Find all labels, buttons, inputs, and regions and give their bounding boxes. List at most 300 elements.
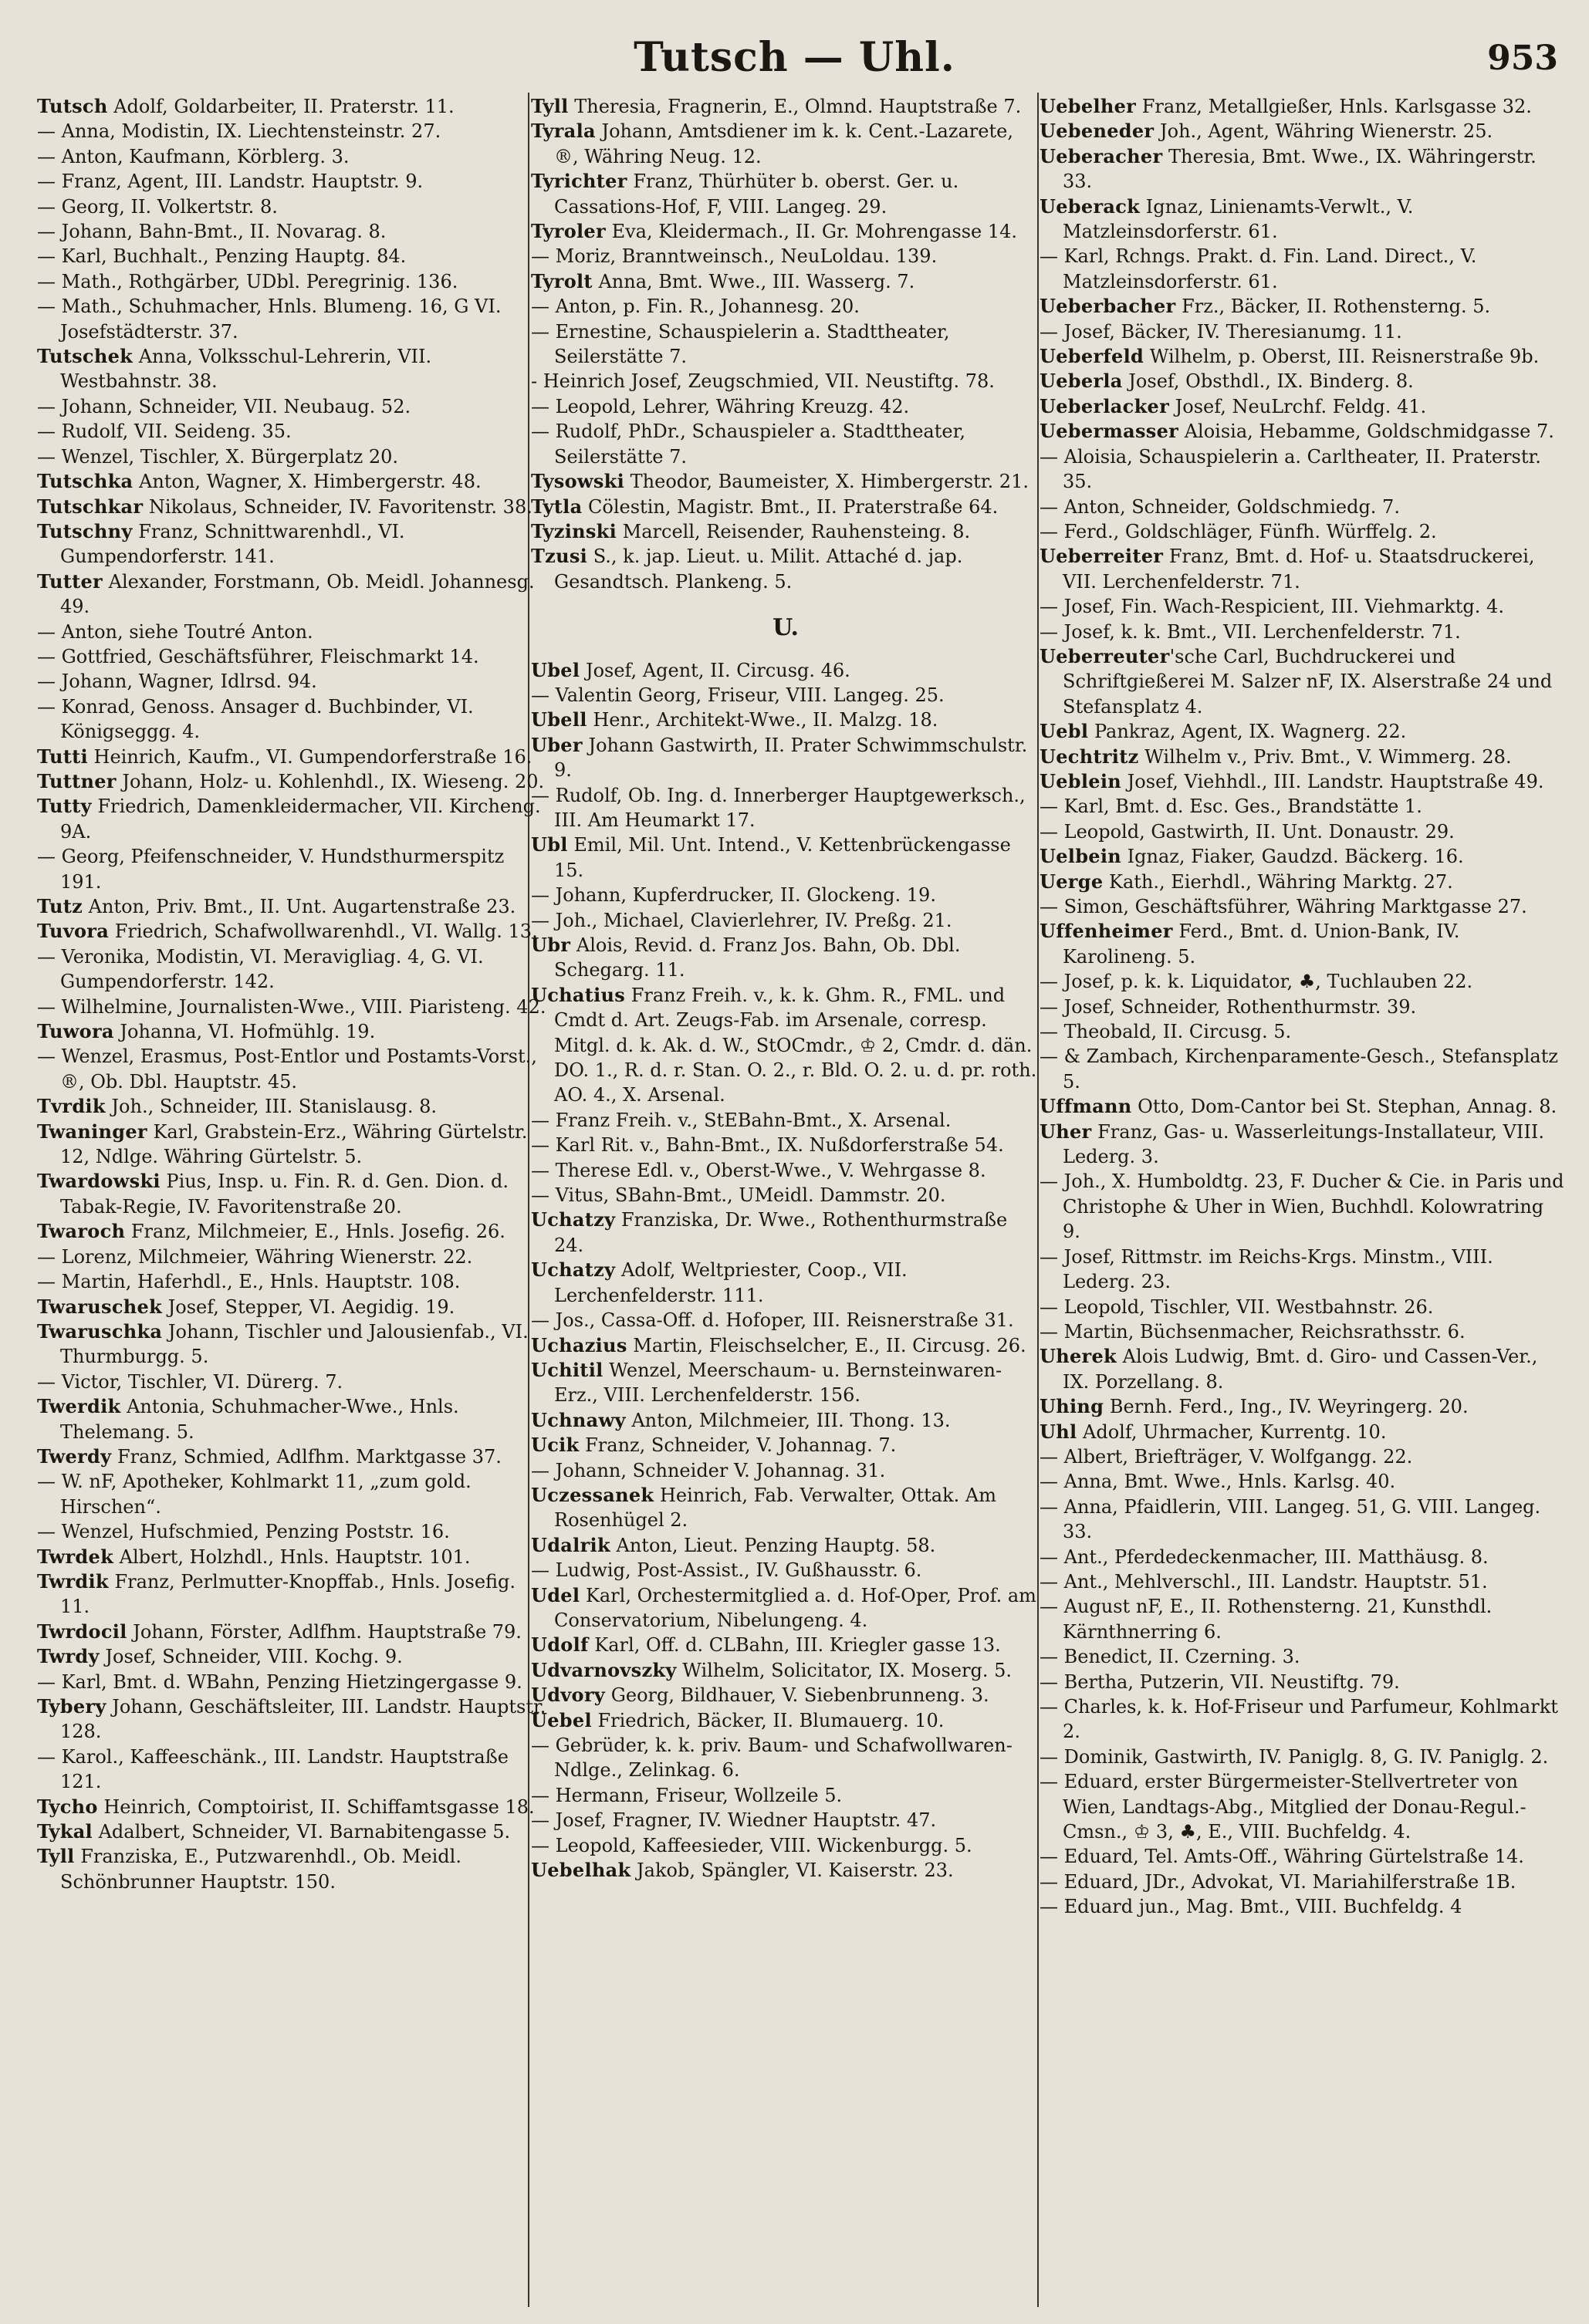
entry-details: Anton, Priv. Bmt., II. Unt. Augartenstraße 23. — [83, 896, 516, 917]
directory-entry — [531, 733, 1040, 783]
entry-surname: Tyrala — [531, 120, 596, 143]
entry-surname: Ueberreuter — [1040, 644, 1170, 667]
entry-details: Anton, Wagner, X. Himbergerstr. 48. — [133, 471, 482, 493]
directory-entry — [1040, 819, 1564, 844]
entry-surname: Twaruschka — [37, 1319, 163, 1343]
entry-details: Heinrich, Fab. Verwalter, Ottak. Am Rosenhügel 2. — [554, 1484, 996, 1532]
entry-surname: Tyll — [37, 1845, 75, 1868]
entry-details: Bernh. Ferd., Ing., IV. Weyringerg. 20. — [1104, 1396, 1469, 1418]
entry-surname: Ueberfeld — [1040, 345, 1144, 368]
entry-surname: Tutty — [37, 795, 92, 818]
directory-entry — [531, 658, 1040, 683]
entry-surname: Ueberlacker — [1040, 394, 1170, 417]
entry-surname: Uchatius — [531, 983, 626, 1006]
directory-entry — [531, 1658, 1040, 1683]
entry-details: Theodor, Baumeister, X. Himbergerstr. 21. — [624, 471, 1029, 493]
directory-entry — [1040, 719, 1564, 744]
entry-details: — Anna, Bmt. Wwe., Hnls. Karlsg. 40. — [1040, 1471, 1396, 1493]
directory-entry — [1040, 745, 1564, 769]
entry-details: Heinrich, Comptoirist, II. Schiffamtsgasse 18. — [97, 1795, 535, 1818]
entry-surname: Tutter — [37, 569, 103, 593]
entry-surname: Udvory — [531, 1684, 606, 1707]
entry-details: Emil, Mil. Unt. Intend., V. Kettenbrückengasse 15. — [554, 834, 1011, 881]
directory-entry — [37, 894, 546, 919]
directory-entry — [1040, 1844, 1564, 1869]
directory-entry — [531, 1583, 1040, 1633]
entry-details: — Hermann, Friseur, Wollzeile 5. — [531, 1784, 843, 1806]
entry-surname: Tyrichter — [531, 170, 627, 193]
entry-details: — Theobald, II. Circusg. 5. — [1040, 1021, 1292, 1043]
directory-entry — [531, 1108, 1040, 1133]
directory-entry — [37, 94, 546, 119]
entry-surname: Twerdy — [37, 1444, 112, 1468]
directory-entry — [1040, 1469, 1564, 1494]
entry-details: — Joh., Michael, Clavierlehrer, IV. Preßg. 21. — [531, 909, 952, 931]
directory-entry — [531, 1708, 1040, 1733]
entry-surname: Uebelhak — [531, 1859, 631, 1882]
directory-entry — [531, 883, 1040, 907]
entry-details: — Aloisia, Schauspielerin a. Carltheater, II. Praterstr. 35. — [1040, 445, 1541, 493]
entry-details: Heinrich, Kaufm., VI. Gumpendorferstraße 16. — [87, 745, 532, 768]
entry-details: Ignaz, Fiaker, Gaudzd. Bäckerg. 16. — [1121, 846, 1464, 868]
directory-entry — [37, 1370, 546, 1394]
entry-surname: Udel — [531, 1583, 580, 1606]
directory-entry — [531, 983, 1040, 1108]
entry-details: Adolf, Goldarbeiter, II. Praterstr. 11. — [107, 96, 455, 117]
entry-details: Wenzel, Meerschaum- u. Bernsteinwaren-Erz., VIII. Lerchenfelderstr. 156. — [554, 1359, 1002, 1407]
entry-details: Johann, Geschäftsleiter, III. Landstr. Hauptstr. 128. — [60, 1696, 546, 1743]
entry-details: — Johann, Bahn-Bmt., II. Novarag. 8. — [37, 221, 387, 243]
directory-entry — [1040, 369, 1564, 394]
directory-entry — [531, 94, 1040, 119]
entry-details: Ignaz, Linienamts-Verwlt., V. Matzleinsdorferstr. 61. — [1063, 195, 1414, 243]
directory-entry — [37, 1819, 546, 1844]
entry-details: — Josef, Fragner, IV. Wiedner Hauptstr. 47. — [531, 1809, 937, 1832]
entry-surname: Ubr — [531, 934, 571, 956]
entry-details: — Lorenz, Milchmeier, Währing Wienerstr. 22. — [37, 1245, 473, 1268]
entry-surname: Tutschkar — [37, 495, 144, 518]
entry-surname: Tutschny — [37, 519, 133, 542]
entry-details: — Ferd., Goldschläger, Fünfh. Würffelg. 2. — [1040, 520, 1437, 542]
directory-entry — [1040, 1594, 1564, 1644]
directory-entry — [37, 1844, 546, 1894]
directory-entry — [1040, 94, 1564, 119]
entry-details: Pius, Insp. u. Fin. R. d. Gen. Dion. d. Tabak-Regie, IV. Favoritenstraße 20. — [60, 1170, 509, 1218]
directory-entry — [37, 294, 546, 344]
directory-entry — [531, 1683, 1040, 1708]
entry-details: Anton, Lieut. Penzing Hauptg. 58. — [610, 1534, 936, 1556]
entry-details: Josef, Agent, II. Circusg. 46. — [580, 659, 850, 681]
entry-surname: Tybery — [37, 1695, 106, 1718]
column-3 — [1040, 94, 1564, 1920]
entry-details: Franz, Schnittwarenhdl., VI. Gumpendorferstr. 141. — [60, 520, 405, 568]
entry-surname: Ueberack — [1040, 194, 1141, 218]
directory-entry — [1040, 1644, 1564, 1669]
directory-entry — [37, 620, 546, 644]
entry-details: Karl, Grabstein-Erz., Währing Gürtelstr. 12, Ndlge. Währing Gürtelstr. 5. — [60, 1120, 528, 1168]
entry-details: — W. nF, Apotheker, Kohlmarkt 11, „zum gold. Hirschen“. — [37, 1471, 472, 1518]
entry-details: — Johann, Schneider, VII. Neubaug. 52. — [37, 395, 411, 417]
entry-surname: Ueberreiter — [1040, 545, 1164, 568]
entry-surname: Uchitil — [531, 1358, 603, 1381]
entry-details: Franziska, Dr. Wwe., Rothenthurmstraße 24. — [554, 1209, 1008, 1256]
directory-entry — [1040, 1870, 1564, 1894]
column-1 — [37, 94, 546, 1894]
directory-entry — [1040, 794, 1564, 819]
entry-details: Adalbert, Schneider, VI. Barnabitengasse 5. — [92, 1821, 511, 1843]
entry-details: — Eduard, Tel. Amts-Off., Währing Gürtelstraße 14. — [1040, 1846, 1524, 1868]
directory-entry — [37, 519, 546, 569]
entry-details: Martin, Fleischselcher, E., II. Circusg. 26. — [627, 1334, 1026, 1356]
directory-entry — [1040, 144, 1564, 194]
entry-details: — Johann, Schneider V. Johannag. 31. — [531, 1459, 886, 1481]
entry-surname: Uczessanek — [531, 1483, 654, 1506]
entry-surname: Tzusi — [531, 545, 588, 568]
entry-details: — Karl, Bmt. d. WBahn, Penzing Hietzingergasse 9. — [37, 1670, 522, 1693]
entry-details: — Rudolf, VII. Seideng. 35. — [37, 421, 292, 443]
entry-details: Franz, Bmt. d. Hof- u. Staatsdruckerei, VII. Lerchenfelderstr. 71. — [1063, 546, 1535, 593]
entry-surname: Tyrolt — [531, 269, 593, 292]
entry-surname: Tuvora — [37, 920, 110, 943]
directory-entry — [37, 394, 546, 419]
directory-entry — [1040, 1545, 1564, 1569]
entry-details: Joh., Schneider, III. Stanislausg. 8. — [105, 1096, 437, 1118]
entry-details: Frz., Bäcker, II. Rothensterng. 5. — [1175, 296, 1491, 318]
entry-details: Marcell, Reisender, Rauhensteing. 8. — [617, 520, 971, 542]
entry-details: Johann, Tischler und Jalousienfab., VI. Thurmburgg. 5. — [60, 1320, 529, 1368]
directory-entry — [37, 1795, 546, 1819]
entry-details: — Anna, Pfaidlerin, VIII. Langeg. 51, G. VIII. Langeg. 33. — [1040, 1495, 1541, 1543]
entry-details: — Konrad, Genoss. Ansager d. Buchbinder, VI. Königseggg. 4. — [37, 695, 474, 743]
entry-surname: Twaroch — [37, 1220, 126, 1243]
directory-entry — [37, 1044, 546, 1094]
entry-details: — Josef, Fin. Wach-Respicient, III. Viehmarktg. 4. — [1040, 596, 1504, 618]
entry-details: Franz, Gas- u. Wasserleitungs-Installateur, VIII. Lederg. 3. — [1063, 1120, 1544, 1168]
entry-details: — Johann, Wagner, Idlrsd. 94. — [37, 671, 317, 693]
directory-entry — [37, 944, 546, 995]
entry-details: — Anton, Kaufmann, Körblerg. 3. — [37, 145, 350, 167]
directory-entry — [1040, 419, 1564, 444]
entry-details: Friedrich, Schafwollwarenhdl., VI. Wallg. 13. — [109, 920, 538, 943]
entry-details: — Wenzel, Hufschmied, Penzing Poststr. 16. — [37, 1521, 450, 1543]
page-number: 953 — [1487, 39, 1558, 78]
entry-surname: Ueberla — [1040, 370, 1123, 393]
entry-details: Nikolaus, Schneider, IV. Favoritenstr. 38. — [143, 495, 532, 518]
directory-entry — [1040, 1295, 1564, 1319]
directory-entry — [1040, 1444, 1564, 1469]
entry-details: — Martin, Haferhdl., E., Hnls. Hauptstr. 108. — [37, 1271, 461, 1293]
directory-entry — [1040, 1094, 1564, 1119]
directory-entry — [37, 1569, 546, 1620]
directory-entry — [531, 219, 1040, 244]
entry-details: Franz, Milchmeier, E., Hnls. Josefig. 26. — [125, 1221, 505, 1243]
directory-entry — [1040, 444, 1564, 495]
directory-entry — [37, 1295, 546, 1319]
directory-entry — [531, 1133, 1040, 1157]
directory-entry — [531, 908, 1040, 933]
directory-entry — [1040, 644, 1564, 719]
entry-details: — Karol., Kaffeeschänk., III. Landstr. Hauptstraße 121. — [37, 1745, 509, 1793]
directory-entry — [1040, 1394, 1564, 1419]
entry-details: Pankraz, Agent, IX. Wagnerg. 22. — [1088, 721, 1407, 743]
directory-entry — [37, 1319, 546, 1370]
entry-details: — Dominik, Gastwirth, IV. Paniglg. 8, G. IV. Paniglg. 2. — [1040, 1745, 1549, 1768]
directory-entry — [37, 669, 546, 694]
directory-entry — [37, 495, 546, 519]
directory-entry — [1040, 870, 1564, 894]
directory-entry — [37, 1444, 546, 1469]
entry-surname: Tyzinski — [531, 519, 617, 542]
entry-surname: Twaruschek — [37, 1295, 162, 1318]
entry-details: — Charles, k. k. Hof-Friseur und Parfumeur, Kohlmarkt 2. — [1040, 1696, 1558, 1743]
entry-details: Wilhelm, p. Oberst, III. Reisnerstraße 9b. — [1144, 346, 1540, 368]
directory-entry — [1040, 894, 1564, 919]
directory-entry — [37, 1545, 546, 1569]
directory-entry — [37, 444, 546, 469]
directory-entry — [1040, 594, 1564, 619]
directory-entry — [531, 1483, 1040, 1533]
directory-entry — [1040, 1120, 1564, 1170]
entry-details: Franz, Schmied, Adlfhm. Marktgasse 37. — [111, 1445, 502, 1468]
entry-surname: Ucik — [531, 1434, 580, 1457]
entry-surname: Tyroler — [531, 220, 606, 243]
entry-details: — Ant., Pferdedeckenmacher, III. Matthäusg. 8. — [1040, 1545, 1489, 1568]
directory-entry — [37, 1245, 546, 1269]
page-title: Tutsch — Uhl. — [634, 34, 955, 81]
entry-surname: Udvarnovszky — [531, 1658, 677, 1681]
directory-entry — [1040, 844, 1564, 869]
entry-details: — Martin, Büchsenmacher, Reichsrathsstr. 6. — [1040, 1320, 1466, 1343]
entry-details: - Heinrich Josef, Zeugschmied, VII. Neustiftg. 78. — [531, 370, 995, 393]
directory-entry — [37, 194, 546, 219]
directory-entry — [531, 833, 1040, 883]
directory-entry — [37, 769, 546, 794]
directory-entry — [531, 119, 1040, 169]
entry-details: — Eduard, JDr., Advokat, VI. Mariahilferstraße 1B. — [1040, 1870, 1516, 1893]
entry-surname: Ubl — [531, 833, 568, 856]
entry-details: — Josef, Bäcker, IV. Theresianumg. 11. — [1040, 320, 1402, 343]
directory-entry — [1040, 519, 1564, 544]
directory-entry — [1040, 319, 1564, 344]
entry-surname: Tutsch — [37, 95, 108, 117]
directory-entry — [37, 644, 546, 669]
entry-details: Friedrich, Damenkleidermacher, VII. Kircheng. 9A. — [60, 795, 541, 843]
directory-entry — [1040, 1894, 1564, 1919]
entry-surname: Tycho — [37, 1795, 98, 1818]
entry-details: — Ernestine, Schauspielerin a. Stadttheater, Seilerstätte 7. — [531, 320, 950, 368]
directory-entry — [1040, 1745, 1564, 1769]
directory-entry — [531, 1408, 1040, 1433]
directory-entry — [37, 269, 546, 294]
entry-surname: Uebelher — [1040, 95, 1137, 117]
directory-entry — [1040, 1019, 1564, 1044]
entry-details: Antonia, Schuhmacher-Wwe., Hnls. Thelemang. 5. — [60, 1396, 459, 1443]
entry-details: Wilhelm, Solicitator, IX. Moserg. 5. — [676, 1659, 1013, 1681]
directory-entry — [531, 1783, 1040, 1808]
directory-entry — [531, 1433, 1040, 1458]
entry-surname: Ueberbacher — [1040, 295, 1176, 318]
entry-details: Franz, Perlmutter-Knopffab., Hnls. Josefig. 11. — [60, 1570, 516, 1618]
entry-surname: Uffenheimer — [1040, 920, 1173, 943]
entry-details: Franz, Schneider, V. Johannag. 7. — [579, 1434, 897, 1457]
entry-details: Franz Freih. v., k. k. Ghm. R., FML. und Cmdt d. Art. Zeugs-Fab. im Arsenale, corresp. Mitgl. d. k. Ak. d. W., StOCmdr., ♔ 2, Cmdr. d. dän. DO. 1., R. d. r. Stan. O. 2., r. Bld. O. 2. u. d. pr. roth. AO. 4., X. Arsenal. — [554, 984, 1037, 1106]
entry-surname: Uebermasser — [1040, 420, 1179, 443]
directory-entry — [1040, 495, 1564, 519]
directory-entry — [531, 394, 1040, 419]
directory-entry — [1040, 769, 1564, 794]
directory-entry — [37, 469, 546, 494]
directory-entry — [1040, 620, 1564, 644]
directory-entry — [531, 244, 1040, 269]
entry-surname: Uber — [531, 733, 583, 756]
entry-details: — Math., Schuhmacher, Hnls. Blumeng. 16, G VI. Josefstädterstr. 37. — [37, 296, 502, 343]
entry-surname: Tysowski — [531, 470, 625, 493]
directory-entry — [531, 1208, 1040, 1258]
entry-surname: Uebeneder — [1040, 120, 1155, 143]
entry-surname: Twrdik — [37, 1569, 109, 1593]
directory-entry — [37, 1394, 546, 1444]
directory-entry — [1040, 1044, 1564, 1094]
directory-entry — [37, 419, 546, 444]
entry-details: — Josef, Schneider, Rothenthurmstr. 39. — [1040, 995, 1417, 1018]
entry-surname: Uebel — [531, 1708, 592, 1731]
entry-surname: Uebl — [1040, 720, 1089, 743]
entry-surname: Tyll — [531, 95, 569, 117]
entry-details: — Gottfried, Geschäftsführer, Fleischmarkt 14. — [37, 645, 479, 667]
entry-surname: Uffmann — [1040, 1095, 1132, 1118]
directory-entry — [37, 244, 546, 269]
directory-entry — [37, 1745, 546, 1795]
entry-details: — Ant., Mehlverschl., III. Landstr. Hauptstr. 51. — [1040, 1570, 1488, 1593]
entry-surname: Tvrdik — [37, 1095, 106, 1118]
directory-entry — [1040, 544, 1564, 594]
directory-entry — [531, 1358, 1040, 1408]
directory-entry — [531, 1308, 1040, 1333]
entry-details: Karl, Orchestermitglied a. d. Hof-Oper, Prof. am Conservatorium, Nibelungeng. 4. — [554, 1584, 1036, 1631]
entry-details: — Wenzel, Tischler, X. Bürgerplatz 20. — [37, 445, 399, 468]
directory-entry — [531, 495, 1040, 519]
entry-details: — Victor, Tischler, VI. Dürerg. 7. — [37, 1370, 343, 1393]
entry-details: — Vitus, SBahn-Bmt., UMeidl. Dammstr. 20. — [531, 1184, 946, 1207]
entry-details: — Anton, siehe Toutré Anton. — [37, 620, 313, 643]
directory-entry — [531, 683, 1040, 708]
entry-details: Franz, Metallgießer, Hnls. Karlsgasse 32. — [1136, 96, 1532, 117]
directory-entry — [531, 419, 1040, 469]
directory-entry — [37, 1620, 546, 1644]
entry-surname: Uchatzy — [531, 1258, 616, 1282]
entry-details: — Joh., X. Humboldtg. 23, F. Ducher & Cie. in Paris und Christophe & Uher in Wien, Buchhdl. Kolowratring 9. — [1040, 1170, 1564, 1243]
entry-surname: Uchatzy — [531, 1208, 616, 1231]
column-2 — [531, 94, 1040, 1883]
directory-entry — [1040, 1694, 1564, 1745]
entry-surname: Udalrik — [531, 1533, 610, 1556]
entry-details: Theresia, Bmt. Wwe., IX. Währingerstr. 33. — [1063, 145, 1537, 193]
directory-entry — [531, 1458, 1040, 1483]
entry-details: — Karl, Bmt. d. Esc. Ges., Brandstätte 1. — [1040, 795, 1422, 818]
entry-details: Johann, Holz- u. Kohlenhdl., IX. Wieseng. 20. — [116, 770, 545, 792]
entry-details: — Leopold, Gastwirth, II. Unt. Donaustr. 29. — [1040, 820, 1455, 843]
directory-entry — [1040, 119, 1564, 144]
entry-details: Johann, Förster, Adlfhm. Hauptstraße 79. — [127, 1620, 522, 1643]
entry-details: — Karl Rit. v., Bahn-Bmt., IX. Nußdorferstraße 54. — [531, 1134, 1004, 1157]
entry-details: Theresia, Fragnerin, E., Olmnd. Hauptstraße 7. — [568, 96, 1022, 117]
entry-details: Aloisia, Hebamme, Goldschmidgasse 7. — [1178, 421, 1554, 443]
directory-entry — [37, 1094, 546, 1119]
entry-details: — Bertha, Putzerin, VII. Neustiftg. 79. — [1040, 1670, 1400, 1693]
directory-entry — [37, 119, 546, 144]
entry-surname: Tytla — [531, 495, 583, 518]
directory-entry — [531, 544, 1040, 594]
entry-details: Anna, Volksschul-Lehrerin, VII. Westbahnstr. 38. — [60, 346, 432, 393]
entry-details: — Anton, p. Fin. R., Johannesg. 20. — [531, 296, 860, 318]
entry-surname: Tuttner — [37, 769, 117, 792]
directory-entry — [1040, 1245, 1564, 1295]
entry-details: Karl, Off. d. CLBahn, III. Kriegler gasse 13. — [588, 1634, 1001, 1657]
entry-details: Johann Gastwirth, II. Prater Schwimmschulstr. 9. — [554, 734, 1028, 782]
entry-surname: Uchazius — [531, 1333, 627, 1356]
entry-surname: Uher — [1040, 1120, 1092, 1143]
entry-details: Johann, Amtsdiener im k. k. Cent.-Lazarete, ®, Währing Neug. 12. — [554, 120, 1013, 167]
directory-entry — [531, 1558, 1040, 1583]
entry-details: Friedrich, Bäcker, II. Blumauerg. 10. — [591, 1709, 945, 1731]
entry-surname: Tykal — [37, 1820, 93, 1843]
directory-entry — [531, 933, 1040, 983]
directory-entry — [1040, 294, 1564, 319]
directory-entry — [531, 519, 1040, 544]
directory-entry — [1040, 394, 1564, 419]
entry-details: — Wenzel, Erasmus, Post-Entlor und Postamts-Vorst., ®, Ob. Dbl. Hauptstr. 45. — [37, 1045, 537, 1093]
directory-entry — [531, 319, 1040, 370]
directory-entry — [37, 1694, 546, 1745]
directory-entry — [531, 369, 1040, 394]
entry-details: — Ludwig, Post-Assist., IV. Gußhausstr. 6. — [531, 1559, 922, 1582]
entry-details: — Anton, Schneider, Goldschmiedg. 7. — [1040, 495, 1400, 518]
entry-details: Cölestin, Magistr. Bmt., II. Praterstraße 64. — [582, 495, 999, 518]
directory-entry — [1040, 1495, 1564, 1545]
directory-entry — [37, 1169, 546, 1219]
directory-entry — [1040, 1344, 1564, 1394]
directory-entry — [37, 694, 546, 745]
directory-entry — [37, 219, 546, 244]
entry-surname: Twaninger — [37, 1120, 147, 1143]
section-heading: U. — [773, 614, 799, 642]
directory-entry — [37, 1019, 546, 1044]
entry-details: Ferd., Bmt. d. Union-Bank, IV. Karolineng. 5. — [1063, 920, 1460, 968]
entry-details: Adolf, Weltpriester, Coop., VII. Lerchenfelderstr. 111. — [554, 1259, 908, 1306]
directory-entry — [37, 569, 546, 620]
entry-details: — Benedict, II. Czerning. 3. — [1040, 1646, 1300, 1668]
directory-entry — [531, 1858, 1040, 1883]
entry-details: Alexander, Forstmann, Ob. Meidl. Johannesg. 49. — [60, 570, 535, 618]
entry-details: — Franz, Agent, III. Landstr. Hauptstr. 9. — [37, 171, 424, 193]
entry-details: Adolf, Uhrmacher, Kurrentg. 10. — [1077, 1420, 1387, 1443]
directory-entry — [1040, 1169, 1564, 1244]
entry-details: Josef, Obsthdl., IX. Binderg. 8. — [1122, 370, 1414, 393]
entry-details: Eva, Kleidermach., II. Gr. Mohrengasse 14. — [605, 221, 1018, 243]
entry-details: — Jos., Cassa-Off. d. Hofoper, III. Reisnerstraße 31. — [531, 1309, 1014, 1332]
entry-details: Henr., Architekt-Wwe., II. Malzg. 18. — [587, 709, 938, 731]
entry-surname: Ueblein — [1040, 769, 1122, 792]
directory-entry — [37, 169, 546, 194]
entry-surname: Tuwora — [37, 1020, 114, 1043]
directory-entry — [1040, 919, 1564, 969]
directory-entry — [37, 1644, 546, 1669]
entry-surname: Ueberacher — [1040, 144, 1163, 167]
entry-surname: Uherek — [1040, 1345, 1117, 1368]
entry-details: Josef, NeuLrchf. Feldg. 41. — [1169, 395, 1427, 417]
entry-details: — Wilhelmine, Journalisten-Wwe., VIII. Piaristeng. 42. — [37, 995, 546, 1018]
entry-details: — Franz Freih. v., StEBahn-Bmt., X. Arsenal. — [531, 1109, 952, 1131]
